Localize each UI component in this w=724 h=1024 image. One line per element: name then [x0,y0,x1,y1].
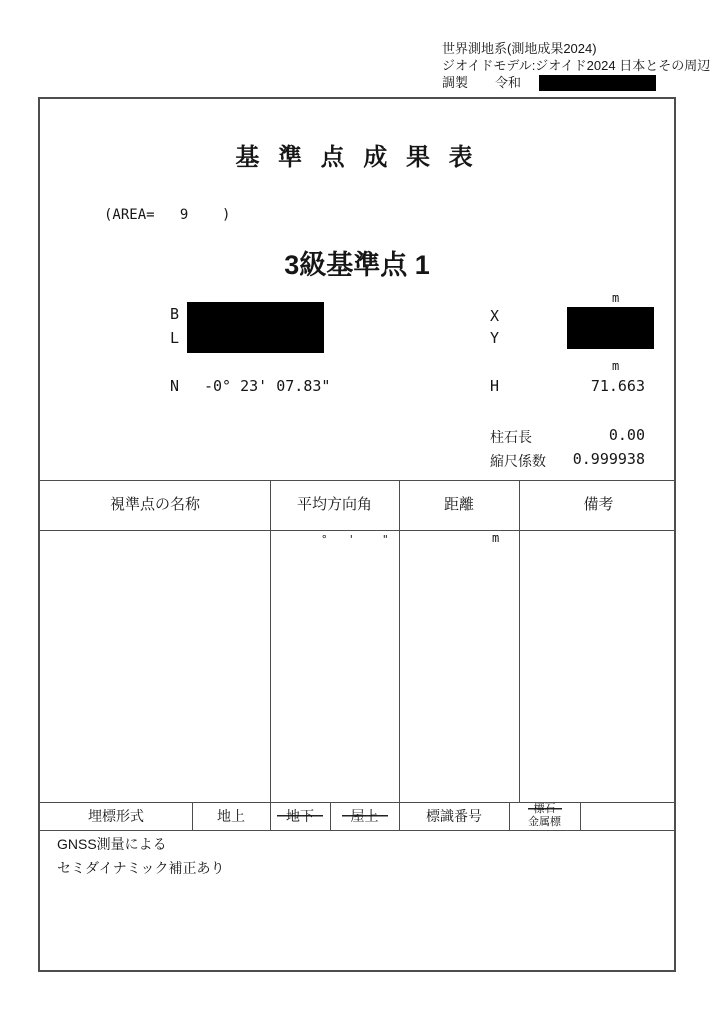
burial-rooftop-option [330,802,399,830]
label-y: Y [490,329,500,347]
unit-meters-h: m [612,359,620,373]
unit-second: " [382,533,389,546]
burial-row-bottom-line [40,830,674,831]
h-value: 71.663 [590,377,645,395]
underground-struck-text: 地下 [277,808,323,824]
label-h: H [490,377,500,395]
col-header-remarks: 備考 [583,496,614,513]
rooftop-struck-text: 屋上 [342,808,388,824]
era-label: 令和 [495,75,522,90]
burial-ground-option: 地上 [217,808,245,824]
col-divider-2 [399,480,400,830]
page-title: 基 準 点 成 果 表 [235,144,479,171]
stone-option-line [509,803,580,816]
page-frame [38,97,676,972]
label-b: B [170,305,180,323]
unit-meter: m [492,531,500,545]
metal-option-line: 金属標 [528,816,561,828]
table-header-bottom-line [40,530,674,531]
scale-factor-value: 0.999938 [572,450,645,468]
redacted-bl-values-box [187,302,324,353]
marker-material-cell [509,803,580,829]
unit-degree: ° [321,533,328,546]
burial-type-label: 埋標形式 [88,808,144,824]
redacted-xy-values-box [567,307,654,349]
pillar-length-label: 柱石長 [490,429,532,445]
redacted-date-box [539,75,656,91]
geodetic-info-block [442,40,710,91]
burial-underground-option [270,802,330,830]
label-n: N [170,377,180,395]
pillar-length-value: 0.00 [608,426,645,444]
stone-struck-text: 標石 [528,803,562,815]
prepared-label: 調製 [442,75,469,90]
col-header-mean-direction-angle: 平均方向角 [296,496,372,513]
n-value: -0° 23' 07.83" [204,377,331,395]
area-code: (AREA= 9 ) [104,207,231,223]
burial-row-divider-4 [580,802,581,830]
geoid-model-line: ジオイドモデル:ジオイド2024 日本とその周辺 [442,58,711,73]
unit-meters-xy: m [612,291,620,305]
label-x: X [490,307,500,325]
geodetic-system-line: 世界測地系(測地成果2024) [442,41,597,56]
prepared-date-line [442,74,710,91]
marker-number-label: 標識番号 [426,808,482,824]
col-divider-1 [270,480,271,830]
label-l: L [170,329,180,347]
point-name-heading: 3級基準点 1 [284,250,430,280]
scale-factor-label: 縮尺係数 [490,453,546,469]
col-header-distance: 距離 [443,496,474,513]
note-gnss: GNSS測量による [57,836,167,852]
note-semidynamic: セミダイナミック補正あり [57,860,225,876]
unit-minute: ' [348,533,355,546]
col-header-target-name: 視準点の名称 [109,496,200,513]
